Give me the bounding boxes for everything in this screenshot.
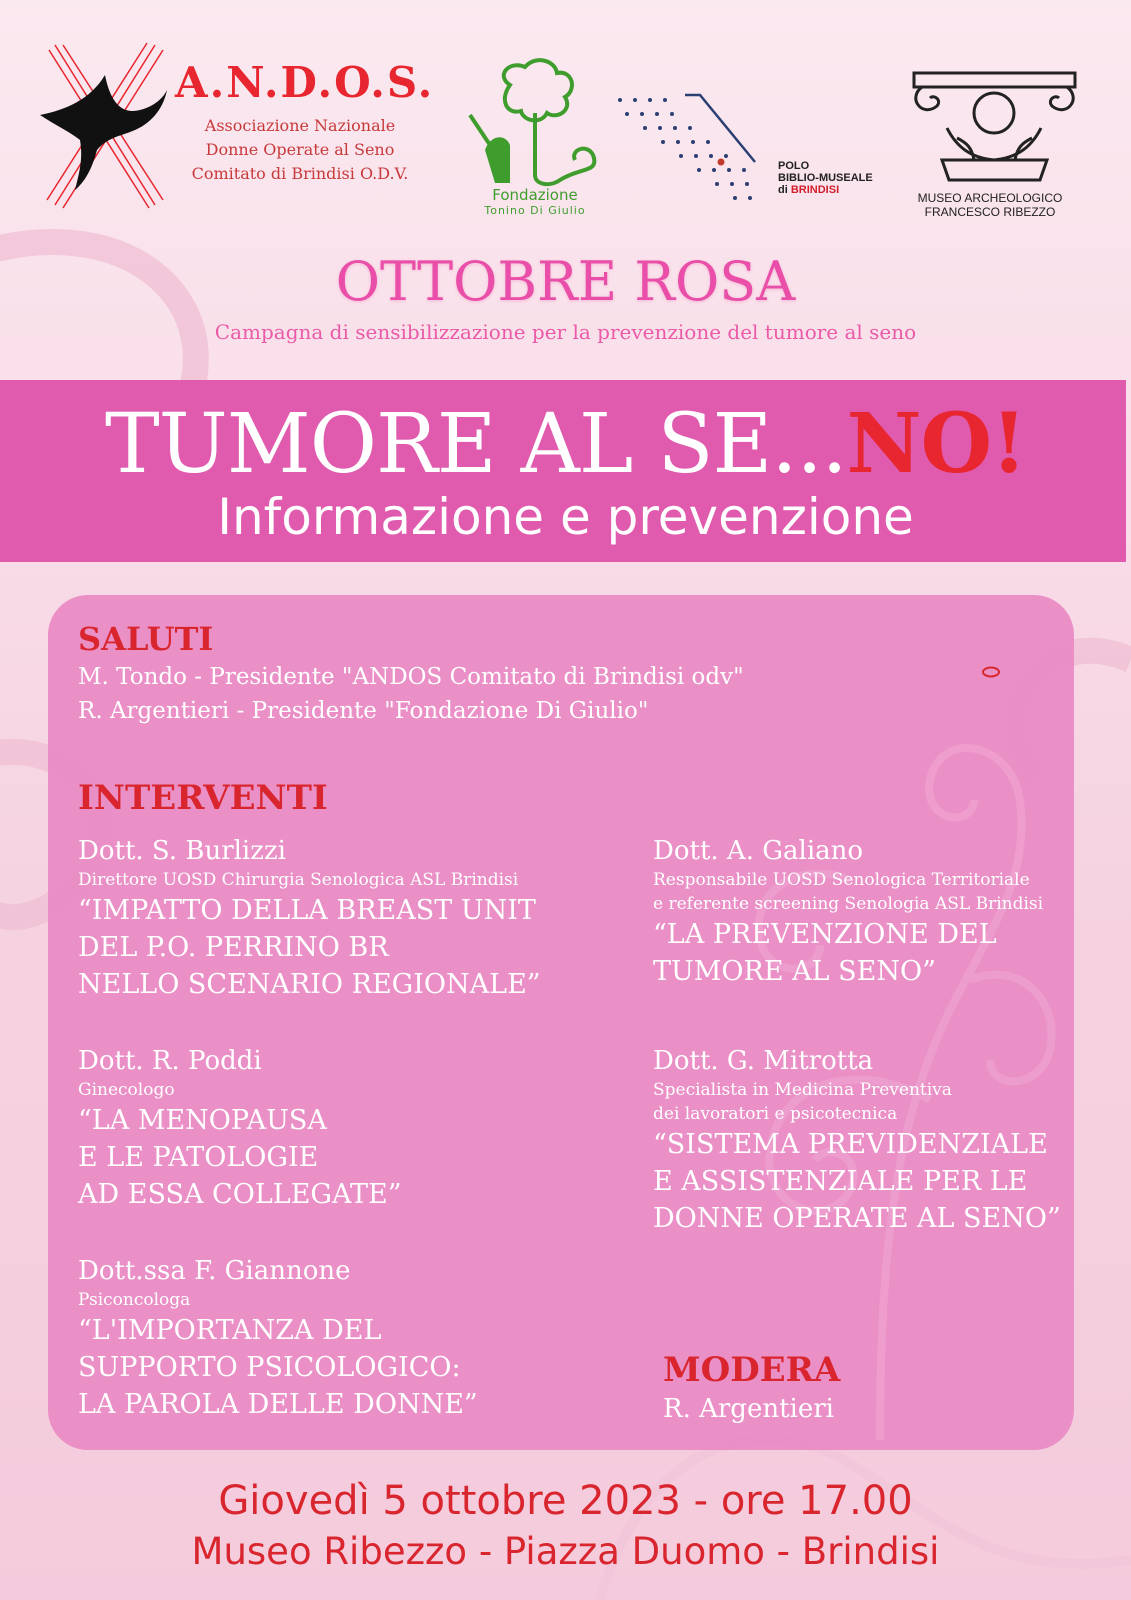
speaker-role: Direttore UOSD Chirurgia Senologica ASL Brindisi	[78, 870, 519, 890]
speaker-galiano	[653, 834, 1043, 990]
speaker-name: Dott. A. Galiano	[653, 836, 864, 866]
speaker-name: Dott.ssa F. Giannone	[78, 1256, 351, 1286]
interventi-heading: INTERVENTI	[78, 778, 328, 818]
speaker-role: Psiconcologa	[78, 1290, 191, 1310]
polo-line3	[778, 184, 873, 196]
fondazione-line1: Fondazione	[492, 186, 578, 204]
speaker-role: Specialista in Medicina Preventiva dei lavoratori e psicotecnica	[653, 1080, 952, 1124]
museo-line1: MUSEO ARCHEOLOGICO	[917, 191, 1063, 205]
speaker-talk: “LA MENOPAUSA E LE PATOLOGIE AD ESSA COLLEGATE”	[78, 1105, 402, 1210]
museo-line2: FRANCESCO RIBEZZO	[924, 205, 1056, 219]
museo-capital-logo-icon	[912, 68, 1077, 188]
andos-subtitle	[180, 114, 420, 186]
speaker-talk: “IMPATTO DELLA BREAST UNIT DEL P.O. PERRINO BR NELLO SCENARIO REGIONALE”	[78, 895, 541, 1000]
fondazione-line2: Tonino Di Giulio	[484, 204, 586, 217]
speaker-name: Dott. S. Burlizzi	[78, 836, 286, 866]
speaker-talk: “LA PREVENZIONE DEL TUMORE AL SENO”	[653, 919, 997, 987]
polo-line3-city: BRINDISI	[790, 184, 840, 196]
saluti-line: M. Tondo - Presidente "ANDOS Comitato di Brindisi odv"	[78, 664, 744, 690]
polo-label	[778, 160, 873, 196]
speaker-talk: “SISTEMA PREVIDENZIALE E ASSISTENZIALE PER LE DONNE OPERATE AL SENO”	[653, 1129, 1061, 1234]
fondazione-label	[470, 188, 600, 218]
banner-title-red: NO!	[846, 396, 1026, 492]
andos-swallow-logo-icon	[35, 40, 170, 210]
andos-name: A.N.D.O.S.	[175, 58, 435, 107]
banner-title	[0, 398, 1131, 491]
polo-line3-prefix: di	[778, 184, 791, 196]
small-ring-icon	[980, 665, 1002, 679]
saluti-line: R. Argentieri - Presidente "Fondazione Di Giulio"	[78, 698, 649, 724]
museo-label	[905, 191, 1075, 219]
modera-name: R. Argentieri	[663, 1394, 834, 1424]
fondazione-tree-logo-icon	[465, 55, 605, 190]
speaker-giannone	[78, 1254, 478, 1423]
campaign-subtitle: Campagna di sensibilizzazione per la prevenzione del tumore al seno	[214, 320, 917, 344]
modera-heading: MODERA	[663, 1350, 841, 1390]
andos-line: Comitato di Brindisi O.D.V.	[191, 164, 409, 183]
speaker-mitrotta	[653, 1044, 1061, 1237]
andos-line: Associazione Nazionale	[204, 116, 396, 135]
speaker-name: Dott. G. Mitrotta	[653, 1046, 874, 1076]
speaker-name: Dott. R. Poddi	[78, 1046, 262, 1076]
polo-line1: POLO	[778, 160, 810, 172]
speaker-burlizzi	[78, 834, 541, 1003]
campaign-title: OTTOBRE ROSA	[335, 250, 796, 313]
speaker-role: Responsabile UOSD Senologica Territoriale e referente screening Senologia ASL Brindisi	[653, 870, 1044, 914]
banner-subtitle: Informazione e prevenzione	[217, 488, 914, 546]
polo-line2: BIBLIO-MUSEALE	[778, 172, 873, 184]
speaker-poddi	[78, 1044, 402, 1213]
speaker-role: Ginecologo	[78, 1080, 175, 1100]
event-date: Giovedì 5 ottobre 2023 - ore 17.00	[218, 1478, 913, 1524]
speaker-talk: “L'IMPORTANZA DEL SUPPORTO PSICOLOGICO: LA PAROLA DELLE DONNE”	[78, 1315, 478, 1420]
andos-line: Donne Operate al Seno	[205, 140, 395, 159]
event-place: Museo Ribezzo - Piazza Duomo - Brindisi	[191, 1530, 940, 1573]
polo-dots-logo-icon	[615, 92, 765, 212]
banner-title-white: TUMORE AL SE...	[104, 397, 847, 492]
saluti-heading: SALUTI	[78, 620, 214, 658]
